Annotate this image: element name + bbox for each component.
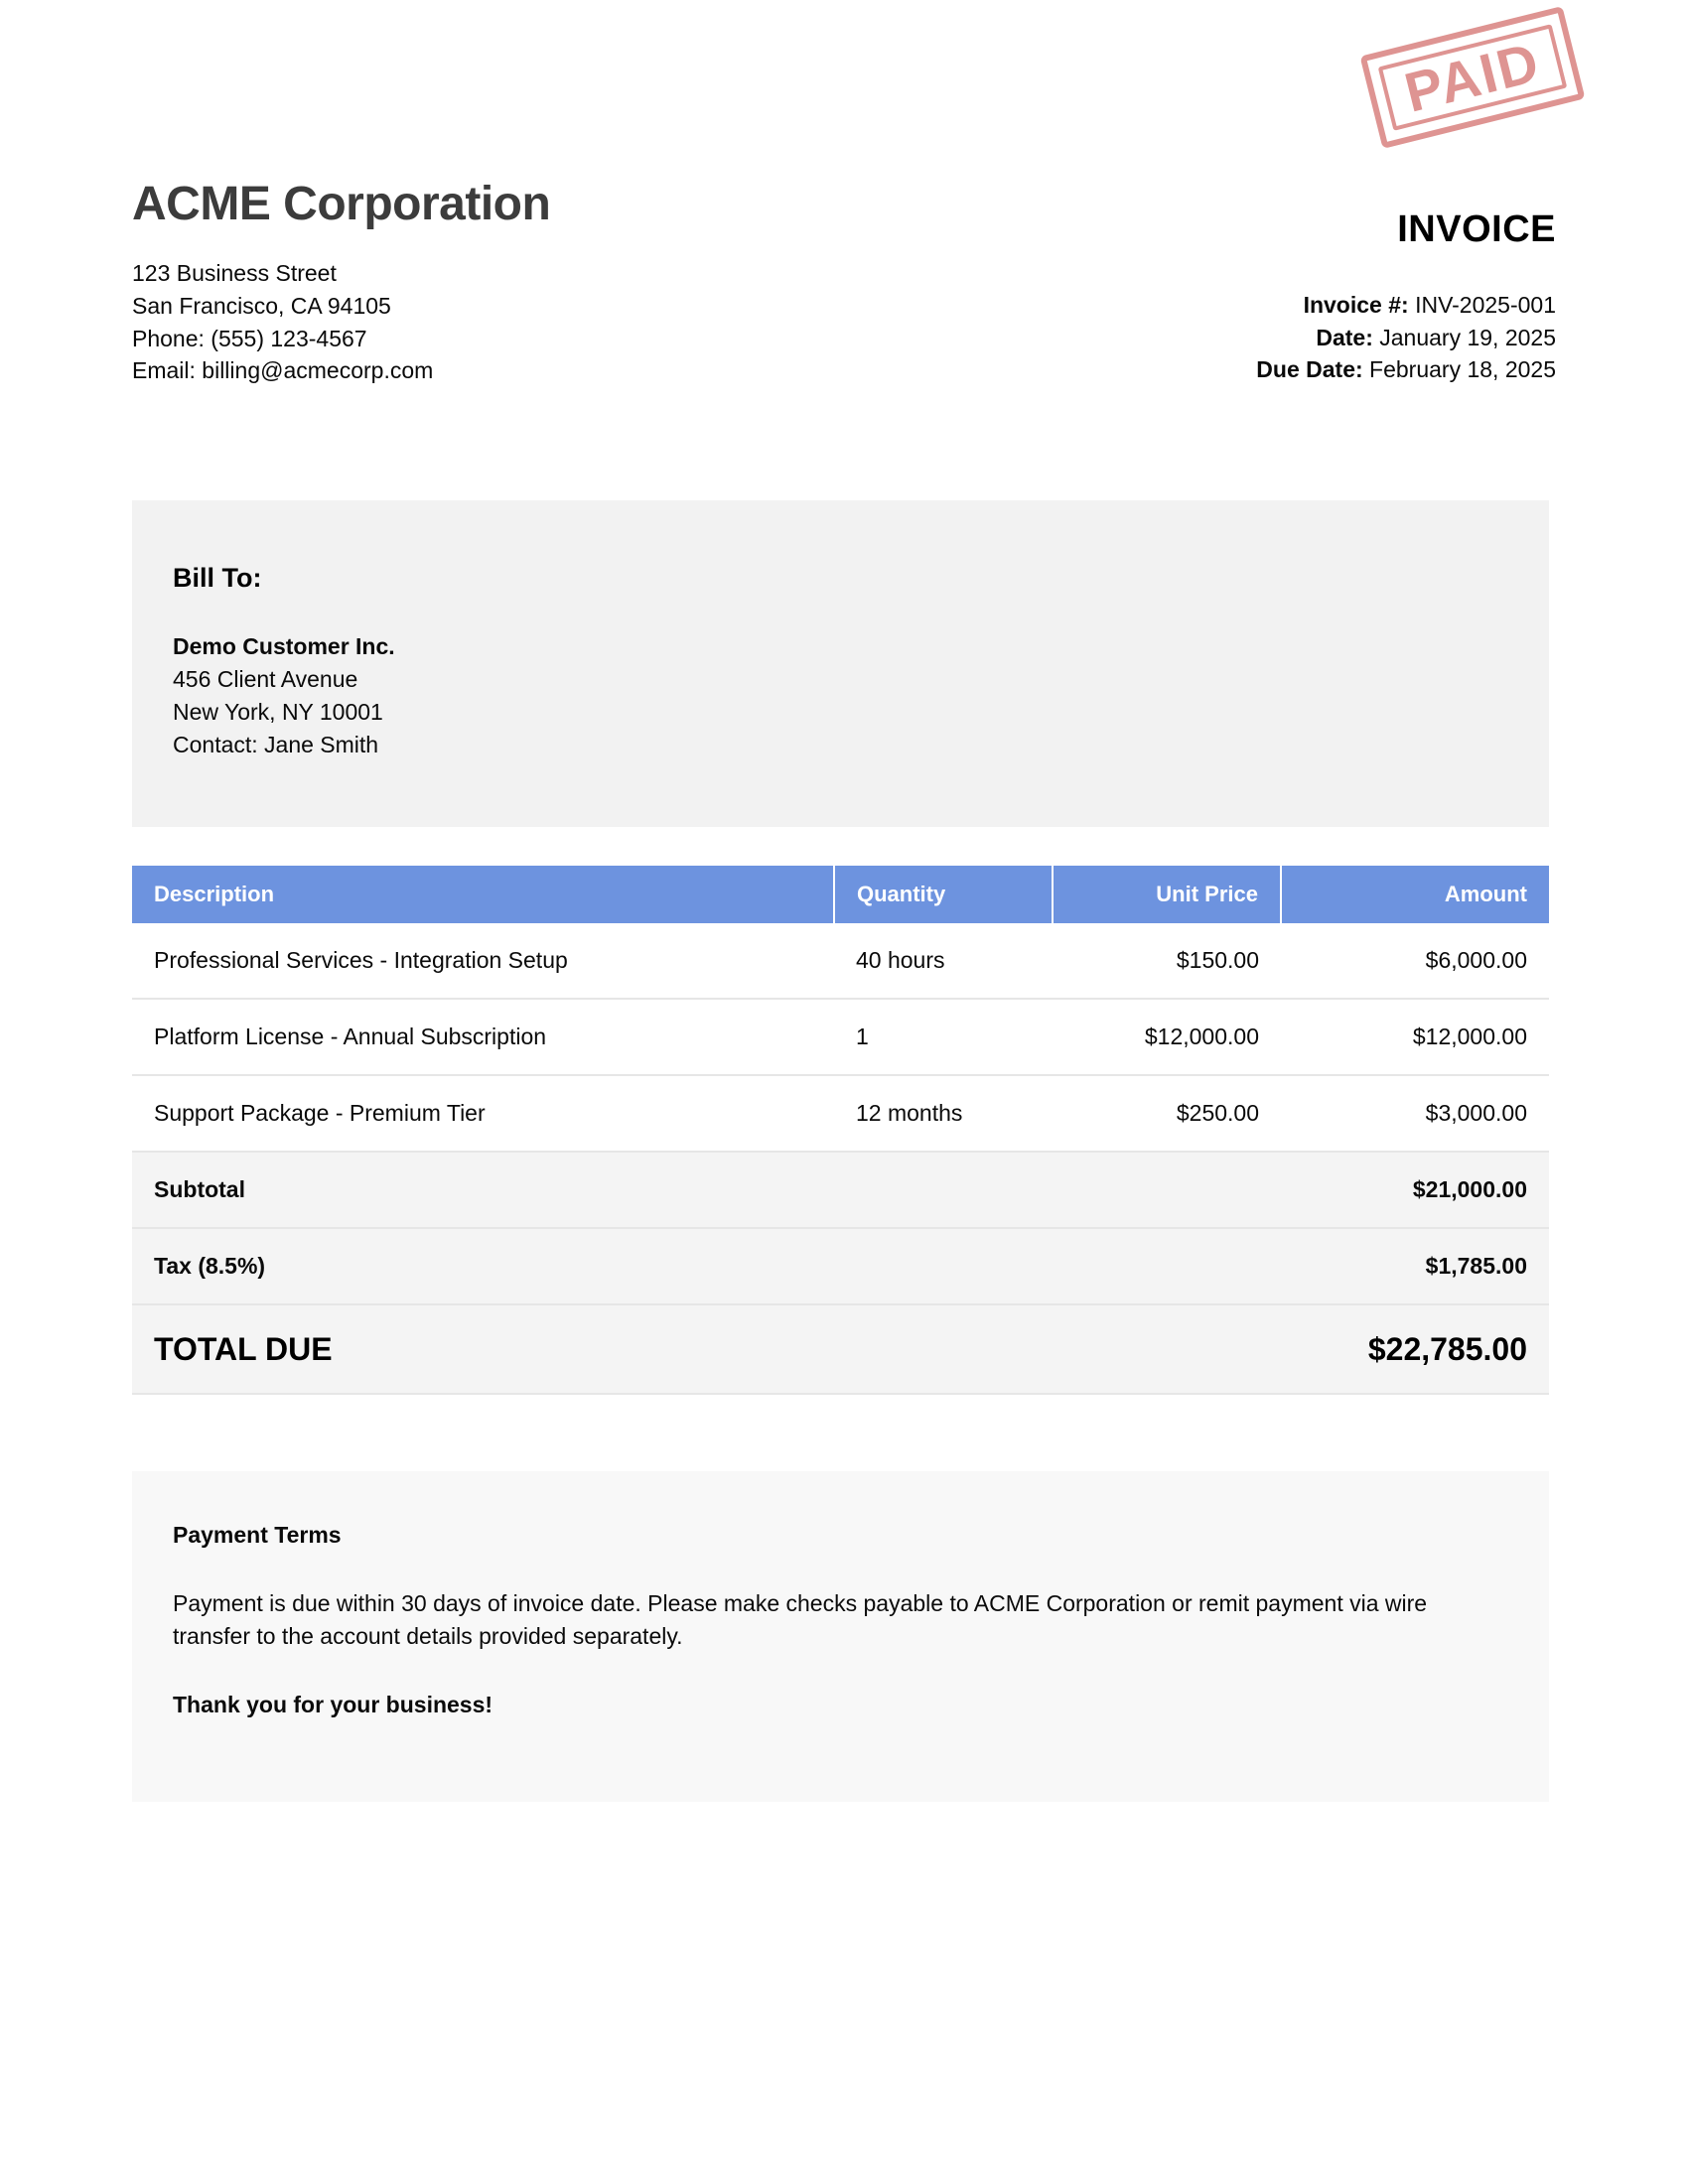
column-header-quantity: Quantity xyxy=(834,866,1053,923)
bill-to-address-line1: 456 Client Avenue xyxy=(173,665,358,692)
company-address-line1: 123 Business Street xyxy=(132,260,337,287)
table-body xyxy=(132,923,1549,1394)
cell-unit-price: $12,000.00 xyxy=(1053,999,1281,1075)
invoice-meta-block xyxy=(940,208,1556,386)
tax-row xyxy=(132,1228,1549,1304)
invoice-number-value: INV-2025-001 xyxy=(1415,292,1556,318)
cell-unit-price: $150.00 xyxy=(1053,923,1281,999)
table-header-row xyxy=(132,866,1549,923)
column-header-unit-price: Unit Price xyxy=(1053,866,1281,923)
thank-you-message: Thank you for your business! xyxy=(173,1692,493,1717)
bill-to-panel xyxy=(132,500,1549,827)
payment-terms-body: Payment is due within 30 days of invoice date. Please make checks payable to ACME Corporation or remit payment via wire transfer to the account details provided separately. xyxy=(173,1590,1428,1650)
invoice-date-label: Date: xyxy=(1316,324,1373,350)
company-address xyxy=(132,257,926,387)
invoice-due-date-label: Due Date: xyxy=(1256,356,1363,383)
line-items-table xyxy=(132,866,1549,1395)
payment-terms-panel xyxy=(132,1471,1549,1802)
cell-description: Professional Services - Integration Setup xyxy=(132,923,834,999)
table-row xyxy=(132,923,1549,999)
bill-to-contact: Contact: Jane Smith xyxy=(173,731,379,757)
paid-stamp-label: PAID xyxy=(1398,30,1547,124)
bill-to-label: Bill To: xyxy=(173,563,262,593)
subtotal-label: Subtotal xyxy=(132,1152,1281,1228)
bill-to-customer-name: Demo Customer Inc. xyxy=(173,633,395,659)
invoice-due-date-row xyxy=(940,353,1556,386)
invoice-due-date-value: February 18, 2025 xyxy=(1369,356,1556,383)
column-header-description: Description xyxy=(132,866,834,923)
cell-description: Platform License - Annual Subscription xyxy=(132,999,834,1075)
table-row xyxy=(132,999,1549,1075)
total-due-amount: $22,785.00 xyxy=(1281,1304,1549,1394)
bill-to-details xyxy=(173,630,395,761)
total-due-row xyxy=(132,1304,1549,1394)
cell-amount: $6,000.00 xyxy=(1281,923,1549,999)
payment-terms-title: Payment Terms xyxy=(173,1522,342,1548)
company-address-line2: San Francisco, CA 94105 xyxy=(132,292,391,319)
invoice-title: INVOICE xyxy=(1397,208,1556,250)
cell-quantity: 1 xyxy=(834,999,1053,1075)
invoice-date-row xyxy=(940,322,1556,354)
subtotal-amount: $21,000.00 xyxy=(1281,1152,1549,1228)
bill-to-address-line2: New York, NY 10001 xyxy=(173,698,383,725)
table-header xyxy=(132,866,1549,923)
cell-description: Support Package - Premium Tier xyxy=(132,1075,834,1152)
cell-quantity: 40 hours xyxy=(834,923,1053,999)
company-email: Email: billing@acmecorp.com xyxy=(132,357,434,384)
invoice-number-row xyxy=(940,289,1556,322)
invoice-date-value: January 19, 2025 xyxy=(1379,324,1556,350)
total-due-label: TOTAL DUE xyxy=(132,1304,1281,1394)
table-row xyxy=(132,1075,1549,1152)
invoice-number-label: Invoice #: xyxy=(1303,292,1409,318)
company-phone: Phone: (555) 123-4567 xyxy=(132,325,367,351)
column-header-amount: Amount xyxy=(1281,866,1549,923)
cell-amount: $12,000.00 xyxy=(1281,999,1549,1075)
cell-unit-price: $250.00 xyxy=(1053,1075,1281,1152)
invoice-header xyxy=(0,0,1688,417)
cell-quantity: 12 months xyxy=(834,1075,1053,1152)
cell-amount: $3,000.00 xyxy=(1281,1075,1549,1152)
tax-amount: $1,785.00 xyxy=(1281,1228,1549,1304)
company-name: ACME Corporation xyxy=(132,178,551,230)
subtotal-row xyxy=(132,1152,1549,1228)
company-block xyxy=(132,177,926,387)
tax-label: Tax (8.5%) xyxy=(132,1228,1281,1304)
